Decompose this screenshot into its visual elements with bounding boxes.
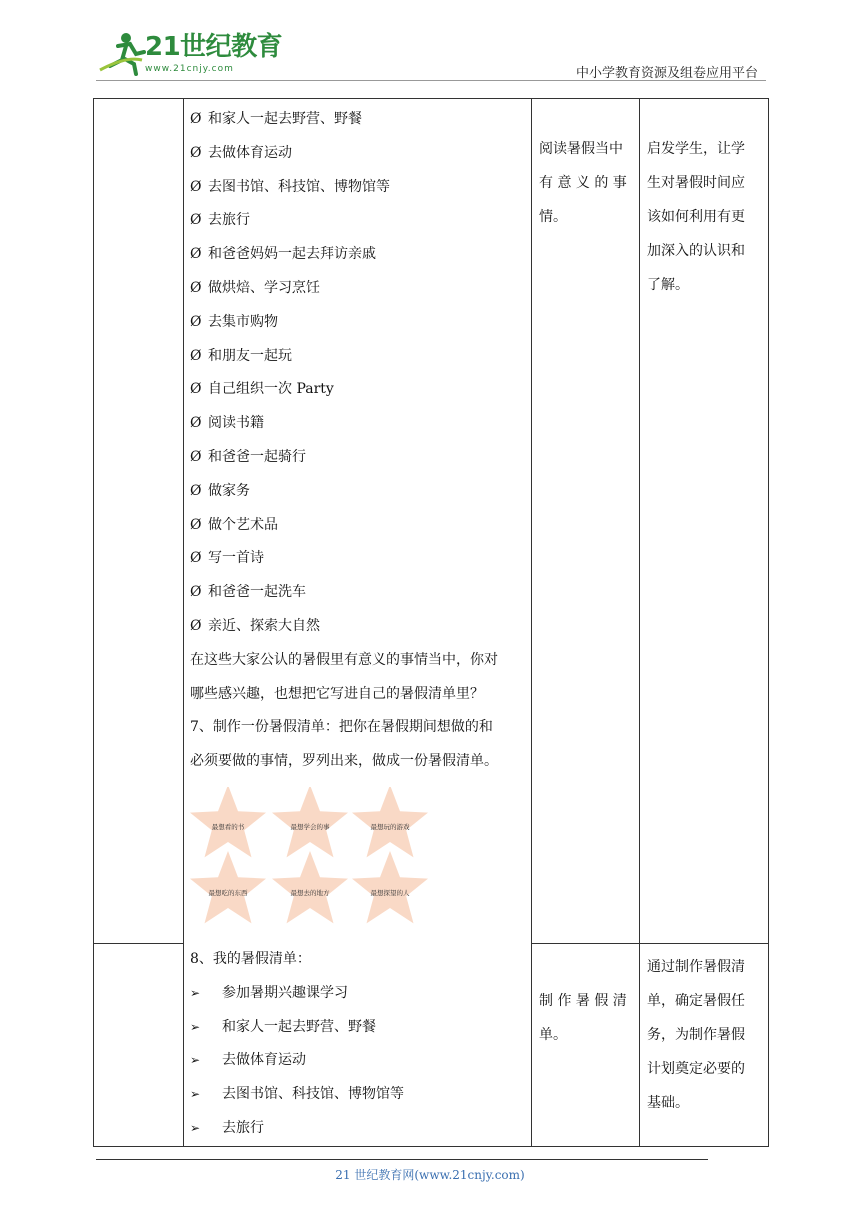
activity-item (190, 306, 525, 340)
star-label: 最想学会的事 (290, 822, 330, 831)
step8-title: 8、我的暑假清单： (190, 950, 311, 967)
activity-text: 阅读书籍 (208, 415, 264, 432)
step7-line-2: 必须要做的事情，罗列出来，做成一份暑假清单。 (190, 753, 498, 770)
platform-name: 中小学教育资源及组卷应用平台 (575, 66, 758, 81)
star-icon (352, 851, 428, 923)
activity-item (190, 373, 525, 407)
student-activity-line: 单。 (539, 1026, 567, 1043)
my-list-text: 和家人一起去野营、野餐 (222, 1018, 376, 1035)
student-activity-cell-1 (532, 99, 640, 944)
arrow-bullet-icon: ➢ (190, 1087, 201, 1102)
activity-item (190, 576, 525, 610)
activity-item (190, 171, 525, 205)
activity-list (190, 103, 525, 644)
design-intent-line: 生对暑假时间应 (647, 175, 745, 191)
design-intent-line: 加深入的认识和 (647, 243, 745, 259)
page-header (0, 0, 860, 90)
activity-item (190, 509, 525, 543)
logo-text: 21世纪教育 (145, 32, 283, 62)
star-icon (190, 851, 266, 923)
activity-text: 和爸爸妈妈一起去拜访亲戚 (208, 246, 376, 263)
bullet-icon: Ø (190, 111, 202, 127)
star-item (190, 851, 266, 923)
bullet-icon: Ø (190, 584, 202, 601)
activity-item (190, 475, 525, 509)
bullet-icon: Ø (190, 381, 202, 398)
star-shapes (190, 787, 440, 937)
star-item (352, 851, 428, 923)
activity-text: 去图书馆、科技馆、博物馆等 (208, 178, 390, 195)
bullet-icon: Ø (190, 279, 202, 296)
activity-text: 做个艺术品 (208, 516, 278, 533)
stage-cell (94, 99, 184, 944)
star-item (190, 787, 266, 857)
activity-item (190, 204, 525, 238)
star-label: 最想探望的人 (370, 888, 410, 897)
activity-text: 去做体育运动 (208, 144, 292, 161)
my-list-item (190, 1011, 525, 1045)
activity-item (190, 137, 525, 171)
my-list-item (190, 1044, 525, 1078)
activity-text: 去旅行 (208, 212, 250, 229)
star-label: 最想看的书 (211, 822, 245, 831)
star-label: 最想去的地方 (290, 888, 330, 897)
my-list-text: 去旅行 (222, 1119, 264, 1136)
arrow-bullet-icon: ➢ (190, 1019, 201, 1034)
activity-item (190, 340, 525, 374)
content-cell (184, 99, 532, 1147)
activity-item (190, 542, 525, 576)
activity-text: 做家务 (208, 482, 250, 499)
activity-text: 自己组织一次 Party (208, 381, 334, 398)
design-intent-line: 单，确定暑假任 (647, 992, 745, 1009)
student-activity-cell-2 (532, 943, 640, 1146)
activity-text: 写一首诗 (208, 550, 264, 567)
bullet-icon: Ø (190, 550, 202, 567)
bullet-icon: Ø (190, 415, 202, 432)
star-label: 最想玩的游戏 (370, 822, 410, 831)
arrow-bullet-icon: ➢ (190, 985, 201, 1000)
design-intent-line: 基础。 (647, 1094, 689, 1111)
student-activity-line: 阅读暑假当中 (539, 141, 623, 157)
star-label: 最想吃的东西 (208, 888, 248, 897)
question-line-1: 在这些大家公认的暑假里有意义的事情当中，你对 (190, 651, 498, 668)
activity-text: 和家人一起去野营、野餐 (208, 111, 362, 127)
design-intent-cell-1 (640, 99, 769, 944)
student-activity-line: 情。 (539, 209, 567, 225)
activity-text: 做烘焙、学习烹饪 (208, 279, 320, 296)
bullet-icon: Ø (190, 313, 202, 330)
logo-url: www.21cnjy.com (145, 64, 234, 74)
bullet-icon: Ø (190, 617, 202, 634)
activity-text: 亲近、探索大自然 (208, 617, 320, 634)
bullet-icon: Ø (190, 482, 202, 499)
footer-text: 21 世纪教育网(www.21cnjy.com) (335, 1168, 525, 1182)
design-intent-line: 启发学生，让学 (647, 141, 745, 157)
lesson-table (93, 98, 769, 1147)
bullet-icon: Ø (190, 144, 202, 161)
footer-divider (96, 1159, 708, 1160)
activity-item (190, 407, 525, 441)
stage-cell-2 (94, 943, 184, 1146)
step7-line-1: 7、制作一份暑假清单：把你在暑假期间想做的和 (190, 719, 493, 736)
activity-text: 和朋友一起玩 (208, 347, 292, 364)
activity-item (190, 272, 525, 306)
bullet-icon: Ø (190, 448, 202, 465)
design-intent-line: 计划奠定必要的 (647, 1060, 745, 1077)
bullet-icon: Ø (190, 178, 202, 195)
design-intent-line: 通过制作暑假清 (647, 958, 745, 975)
bullet-icon: Ø (190, 212, 202, 229)
activity-item (190, 103, 525, 137)
bullet-icon: Ø (190, 516, 202, 533)
arrow-bullet-icon: ➢ (190, 1120, 201, 1135)
star-item (272, 787, 348, 857)
activity-item (190, 441, 525, 475)
star-item (272, 851, 348, 923)
activity-text: 去集市购物 (208, 313, 278, 330)
star-item (352, 787, 428, 857)
my-list-item (190, 977, 525, 1011)
question-line-2: 哪些感兴趣，也想把它写进自己的暑假清单里？ (190, 685, 484, 702)
arrow-bullet-icon: ➢ (190, 1053, 201, 1068)
design-intent-line: 务，为制作暑假 (647, 1026, 745, 1043)
my-list (190, 977, 525, 1146)
student-activity-line: 制 作 暑 假 清 (539, 992, 627, 1009)
design-intent-line: 该如何利用有更 (647, 209, 745, 225)
my-list-item (190, 1112, 525, 1146)
my-list-item (190, 1078, 525, 1112)
my-list-text: 参加暑期兴趣课学习 (222, 984, 348, 1001)
bullet-icon: Ø (190, 347, 202, 364)
my-list-text: 去做体育运动 (222, 1052, 306, 1069)
design-intent-cell-2 (640, 943, 769, 1146)
design-intent-line: 了解。 (647, 277, 689, 293)
bullet-icon: Ø (190, 246, 202, 263)
star-icon (272, 851, 348, 923)
activity-text: 和爸爸一起骑行 (208, 448, 306, 465)
student-activity-line: 有 意 义 的 事 (539, 175, 627, 191)
activity-item (190, 238, 525, 272)
my-list-text: 去图书馆、科技馆、博物馆等 (222, 1086, 404, 1103)
star-diagram (190, 787, 525, 937)
header-divider (96, 80, 766, 81)
activity-text: 和爸爸一起洗车 (208, 584, 306, 601)
activity-item (190, 610, 525, 644)
